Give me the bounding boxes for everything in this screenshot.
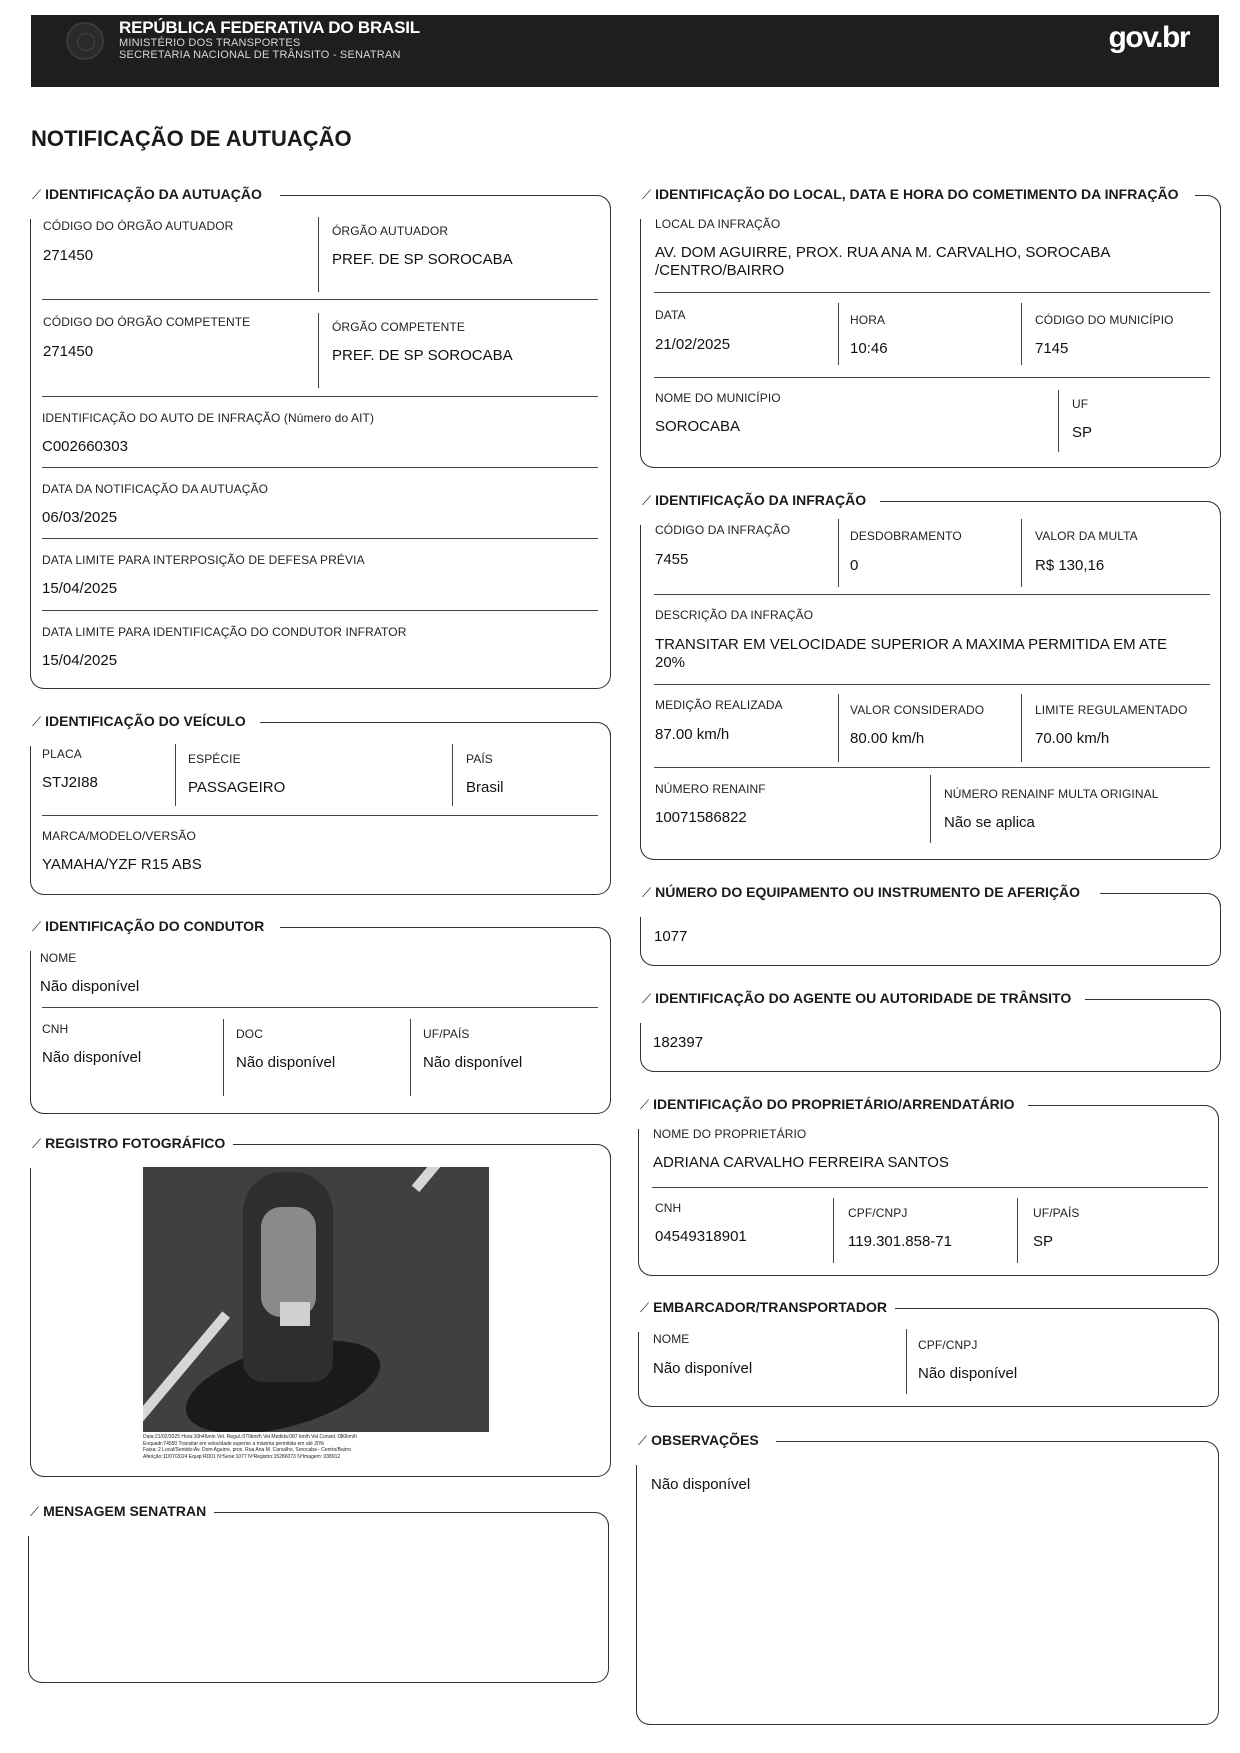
label: LOCAL DA INFRAÇÃO <box>655 217 781 231</box>
section-mensagem-senatran <box>28 1503 609 1683</box>
label: MEDIÇÃO REALIZADA <box>655 698 783 712</box>
nome-municipio: SOROCABA <box>655 418 741 435</box>
govbr-logo: gov.br <box>1108 21 1189 54</box>
caption-line: Faixa: 2 Local/Sentido:Av. Dom Aguirre, prox. Rua Ana M. Carvalho, Sorocaba - Centro/Bairro <box>143 1447 351 1453</box>
label: NOME DO MUNICÍPIO <box>655 391 781 405</box>
label: PLACA <box>42 747 82 761</box>
section-infracao <box>640 492 1221 860</box>
section-title: ⟋ NÚMERO DO EQUIPAMENTO OU INSTRUMENTO DE AFERIÇÃO <box>640 884 1088 901</box>
limite-defesa: 15/04/2025 <box>42 580 118 597</box>
data-infracao: 21/02/2025 <box>655 336 731 353</box>
caption-line: Enquadr:74550 Transitar em velocidade superior a máxima permitida em até 20% <box>143 1440 325 1447</box>
numero-agente: 182397 <box>653 1034 704 1051</box>
descricao-line2: 20% <box>655 654 686 671</box>
label: ÓRGÃO COMPETENTE <box>332 320 465 334</box>
data-notificacao: 06/03/2025 <box>42 509 118 526</box>
proprietario-ufpais: SP <box>1033 1233 1054 1250</box>
section-title: ⟋ IDENTIFICAÇÃO DO VEÍCULO <box>30 713 254 730</box>
desdobramento: 0 <box>850 557 859 574</box>
section-title: ⟋ IDENTIFICAÇÃO DO PROPRIETÁRIO/ARRENDATÁRIO <box>638 1096 1023 1113</box>
codigo-infracao: 7455 <box>655 551 689 568</box>
cod-orgao-competente: 271450 <box>43 343 94 360</box>
valor-multa: R$ 130,16 <box>1035 557 1105 574</box>
label: ÓRGÃO AUTUADOR <box>332 224 449 238</box>
hora-infracao: 10:46 <box>850 340 888 357</box>
label: VALOR CONSIDERADO <box>850 703 985 717</box>
label: NOME <box>653 1332 690 1346</box>
label: CPF/CNPJ <box>918 1338 978 1352</box>
label: NÚMERO RENAINF <box>655 782 766 796</box>
label: DATA <box>655 308 686 322</box>
section-embarcador <box>638 1299 1219 1407</box>
proprietario-cpf: 119.301.858-71 <box>848 1233 952 1250</box>
limite-regulamentado: 70.00 km/h <box>1035 730 1110 747</box>
label: NÚMERO RENAINF MULTA ORIGINAL <box>944 787 1159 801</box>
infraction-photo <box>143 1167 489 1432</box>
section-title: ⟋ MENSAGEM SENATRAN <box>28 1503 214 1520</box>
marca-modelo: YAMAHA/YZF R15 ABS <box>42 856 202 873</box>
section-title: ⟋ OBSERVAÇÕES <box>636 1432 767 1449</box>
vehicle-plate-in-photo <box>280 1302 310 1326</box>
embarcador-cpf: Não disponível <box>918 1365 1018 1382</box>
label: UF/PAÍS <box>423 1027 470 1041</box>
proprietario-nome: ADRIANA CARVALHO FERREIRA SANTOS <box>653 1154 949 1171</box>
label: DATA DA NOTIFICAÇÃO DA AUTUAÇÃO <box>42 482 269 496</box>
section-title: ⟋ IDENTIFICAÇÃO DA INFRAÇÃO <box>640 492 874 509</box>
label: ESPÉCIE <box>188 752 241 766</box>
condutor-ufpais: Não disponível <box>423 1054 523 1071</box>
label: NOME DO PROPRIETÁRIO <box>653 1127 807 1141</box>
numero-renainf: 10071586822 <box>655 809 747 826</box>
label: CNH <box>42 1022 69 1036</box>
label: UF/PAÍS <box>1033 1206 1080 1220</box>
section-title: ⟋ IDENTIFICAÇÃO DA AUTUAÇÃO <box>30 186 270 203</box>
label: CÓDIGO DO ÓRGÃO COMPETENTE <box>43 315 251 329</box>
section-title: ⟋ REGISTRO FOTOGRÁFICO <box>30 1135 233 1152</box>
header-secretariat: SECRETARIA NACIONAL DE TRÂNSITO - SENATRAN <box>119 49 401 61</box>
section-agente <box>640 990 1221 1072</box>
ait-number: C002660303 <box>42 438 128 455</box>
section-local <box>640 186 1221 468</box>
local-infracao-line1: AV. DOM AGUIRRE, PROX. RUA ANA M. CARVALHO, SOROCABA <box>655 244 1111 261</box>
header-title: REPÚBLICA FEDERATIVA DO BRASIL <box>119 18 420 37</box>
label: LIMITE REGULAMENTADO <box>1035 703 1188 717</box>
observacoes-texto: Não disponível <box>651 1476 751 1493</box>
document-title: NOTIFICAÇÃO DE AUTUAÇÃO <box>31 126 352 151</box>
local-infracao-line2: /CENTRO/BAIRRO <box>655 262 785 279</box>
placa: STJ2I88 <box>42 774 98 791</box>
label: CPF/CNPJ <box>848 1206 908 1220</box>
section-observacoes <box>636 1432 1219 1725</box>
photo-caption <box>143 1434 489 1460</box>
orgao-competente: PREF. DE SP SOROCABA <box>332 347 513 364</box>
condutor-doc: Não disponível <box>236 1054 336 1071</box>
cod-orgao-autuador: 271450 <box>43 247 94 264</box>
label: IDENTIFICAÇÃO DO AUTO DE INFRAÇÃO (Número do AIT) <box>42 411 375 425</box>
caption-line: Aferição:11/07/2024 Equip:RD01 NºSerie:1077 NºRegistro:15286073 NºImagem: 038912 <box>143 1453 341 1460</box>
label: MARCA/MODELO/VERSÃO <box>42 829 196 843</box>
label: PAÍS <box>466 752 493 766</box>
label: CÓDIGO DA INFRAÇÃO <box>655 523 791 537</box>
brasil-seal-icon <box>66 22 104 60</box>
label: VALOR DA MULTA <box>1035 529 1138 543</box>
renainf-original: Não se aplica <box>944 814 1035 831</box>
label: DATA LIMITE PARA IDENTIFICAÇÃO DO CONDUTOR INFRATOR <box>42 625 407 639</box>
valor-considerado: 80.00 km/h <box>850 730 925 747</box>
section-equipamento <box>640 884 1221 966</box>
label: NOME <box>40 951 77 965</box>
label: DOC <box>236 1027 263 1041</box>
label: DESCRIÇÃO DA INFRAÇÃO <box>655 608 814 622</box>
section-proprietario <box>638 1096 1219 1276</box>
section-condutor <box>30 918 611 1114</box>
section-title: ⟋ EMBARCADOR/TRANSPORTADOR <box>638 1299 895 1316</box>
label: CÓDIGO DO MUNICÍPIO <box>1035 313 1174 327</box>
embarcador-nome: Não disponível <box>653 1360 753 1377</box>
orgao-autuador: PREF. DE SP SOROCABA <box>332 251 513 268</box>
limite-condutor: 15/04/2025 <box>42 652 118 669</box>
section-title: ⟋ IDENTIFICAÇÃO DO CONDUTOR <box>30 918 272 935</box>
section-title: ⟋ IDENTIFICAÇÃO DO AGENTE OU AUTORIDADE DE TRÂNSITO <box>640 990 1079 1007</box>
label: UF <box>1072 397 1089 411</box>
label: CÓDIGO DO ÓRGÃO AUTUADOR <box>43 219 234 233</box>
header-ministry: MINISTÉRIO DOS TRANSPORTES <box>119 37 301 49</box>
section-veiculo <box>30 713 611 895</box>
condutor-cnh: Não disponível <box>42 1049 142 1066</box>
numero-equipamento: 1077 <box>654 928 688 945</box>
especie: PASSAGEIRO <box>188 779 286 796</box>
label: DESDOBRAMENTO <box>850 529 962 543</box>
section-autuacao <box>30 186 611 689</box>
section-title: ⟋ IDENTIFICAÇÃO DO LOCAL, DATA E HORA DO COMETIMENTO DA INFRAÇÃO <box>640 186 1187 203</box>
label: HORA <box>850 313 886 327</box>
pais: Brasil <box>466 779 504 796</box>
label: CNH <box>655 1201 682 1215</box>
caption-line: Data:21/02/2025 Hora:10h46min Vel. Regul.:070km/h Vel.Medida:087 km/h Vel.Consid.:080km/h <box>143 1434 358 1440</box>
cod-municipio: 7145 <box>1035 340 1069 357</box>
medicao-realizada: 87.00 km/h <box>655 726 730 743</box>
proprietario-cnh: 04549318901 <box>655 1228 747 1245</box>
uf: SP <box>1072 424 1093 441</box>
descricao-line1: TRANSITAR EM VELOCIDADE SUPERIOR A MAXIMA PERMITIDA EM ATE <box>655 636 1168 653</box>
condutor-nome: Não disponível <box>40 978 140 995</box>
gov-header <box>31 15 1219 87</box>
label: DATA LIMITE PARA INTERPOSIÇÃO DE DEFESA PRÉVIA <box>42 553 365 567</box>
